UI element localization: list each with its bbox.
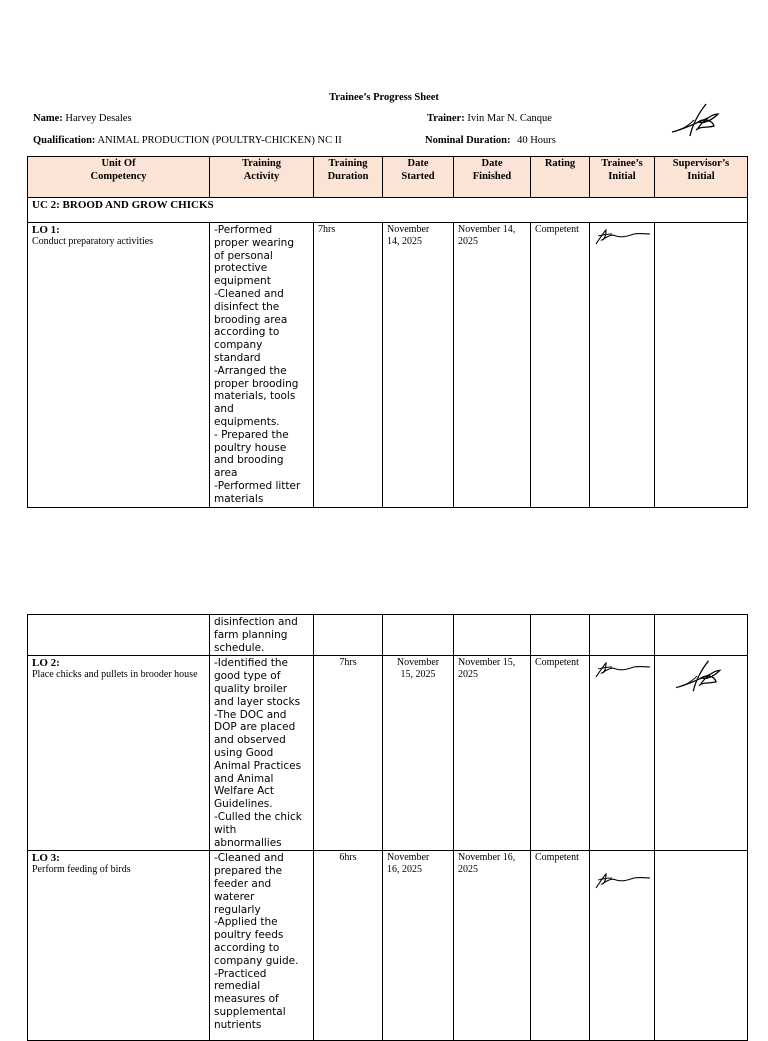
name-value: Harvey Desales — [65, 113, 132, 124]
lo2-started: November 15, 2025 — [383, 656, 454, 851]
header-finished: Date Finished — [454, 157, 531, 198]
header-activity: Training Activity — [210, 157, 314, 198]
header-duration: Training Duration — [314, 157, 383, 198]
trainer-value: Ivin Mar N. Canque — [467, 113, 552, 124]
lo1-supervisor-initial — [655, 223, 748, 508]
header-trainee-initial: Trainee’s Initial — [590, 157, 655, 198]
empty-cell — [28, 615, 210, 656]
duration-value: 40 Hours — [517, 135, 556, 146]
lo3-activity: -Cleaned and prepared the feeder and waterer regularly -Applied the poultry feeds according to company guide. -Practiced remedial measures of supplemental nutrients — [210, 851, 314, 1041]
lo2-finished: November 15, 2025 — [454, 656, 531, 851]
nominal-duration — [425, 135, 556, 146]
page-title: Trainee’s Progress Sheet — [329, 92, 439, 103]
header-unit: Unit Of Competency — [28, 157, 210, 198]
lo2-code: LO 2: — [32, 657, 60, 670]
lo3-title: Perform feeding of birds — [32, 864, 131, 876]
lo3-duration: 6hrs — [314, 851, 383, 1041]
table-header-row — [28, 157, 748, 198]
lo2-activity: -Identified the good type of quality broiler and layer stocks -The DOC and DOP are placed and observed using Good Animal Practices and Animal Welfare Act Guidelines. -Culled the chick with abnormallies — [210, 656, 314, 851]
lo3-supervisor-initial — [655, 851, 748, 1041]
lo3-rating: Competent — [531, 851, 590, 1041]
lo3-code: LO 3: — [32, 852, 60, 865]
duration-label: Nominal Duration: — [425, 135, 511, 146]
qualification — [33, 135, 342, 146]
empty-cell — [383, 615, 454, 656]
lo3-finished: November 16, 2025 — [454, 851, 531, 1041]
lo3-trainee-initial — [590, 851, 655, 1041]
lo1-code: LO 1: — [32, 224, 60, 236]
empty-cell — [531, 615, 590, 656]
table-row — [28, 223, 748, 508]
qualification-label: Qualification: — [33, 135, 96, 146]
lo2-duration: 7hrs — [314, 656, 383, 851]
name-label: Name: — [33, 113, 63, 124]
lo3-cell — [28, 851, 210, 1041]
table-row — [28, 851, 748, 1041]
table-row — [28, 615, 748, 656]
trainee-signature-icon — [594, 657, 652, 679]
empty-cell — [590, 615, 655, 656]
lo2-trainee-initial — [590, 656, 655, 851]
trainee-name — [33, 113, 132, 124]
lo1-trainee-initial — [590, 223, 655, 508]
lo2-rating: Competent — [531, 656, 590, 851]
progress-table-page-1 — [27, 156, 748, 508]
qualification-value: ANIMAL PRODUCTION (POULTRY-CHICKEN) NC II — [97, 135, 342, 146]
lo3-started: November 16, 2025 — [383, 851, 454, 1041]
lo1-cell — [28, 223, 210, 508]
trainee-signature-icon — [594, 868, 652, 890]
lo1-started: November 14, 2025 — [383, 223, 454, 508]
trainer-label: Trainer: — [427, 113, 465, 124]
empty-cell — [314, 615, 383, 656]
trainer-signature-icon — [668, 100, 724, 142]
lo1-duration: 7hrs — [314, 223, 383, 508]
lo1-rating: Competent — [531, 223, 590, 508]
header-rating: Rating — [531, 157, 590, 198]
empty-cell — [454, 615, 531, 656]
supervisor-signature-icon — [671, 657, 727, 697]
lo2-supervisor-initial — [655, 656, 748, 851]
header-started: Date Started — [383, 157, 454, 198]
uc-title: UC 2: BROOD AND GROW CHICKS — [28, 198, 748, 223]
unit-of-competency-row — [28, 198, 748, 223]
trainer-name — [427, 113, 552, 124]
lo1-title: Conduct preparatory activities — [32, 236, 154, 247]
lo2-cell — [28, 656, 210, 851]
trainee-signature-icon — [594, 224, 652, 246]
progress-table-page-2 — [27, 614, 748, 1041]
lo1-activity-continued: disinfection and farm planning schedule. — [210, 615, 314, 656]
header-supervisor-initial: Supervisor’s Initial — [655, 157, 748, 198]
table-row — [28, 656, 748, 851]
lo1-activity: -Performed proper wearing of personal protective equipment -Cleaned and disinfect the brooding area according to company standard -Arranged the proper brooding materials, tools and equipments. - Prepared the poultry house and brooding area -Performed litter materials — [210, 223, 314, 508]
lo1-finished: November 14, 2025 — [454, 223, 531, 508]
empty-cell — [655, 615, 748, 656]
lo2-title: Place chicks and pullets in brooder house — [32, 669, 198, 681]
